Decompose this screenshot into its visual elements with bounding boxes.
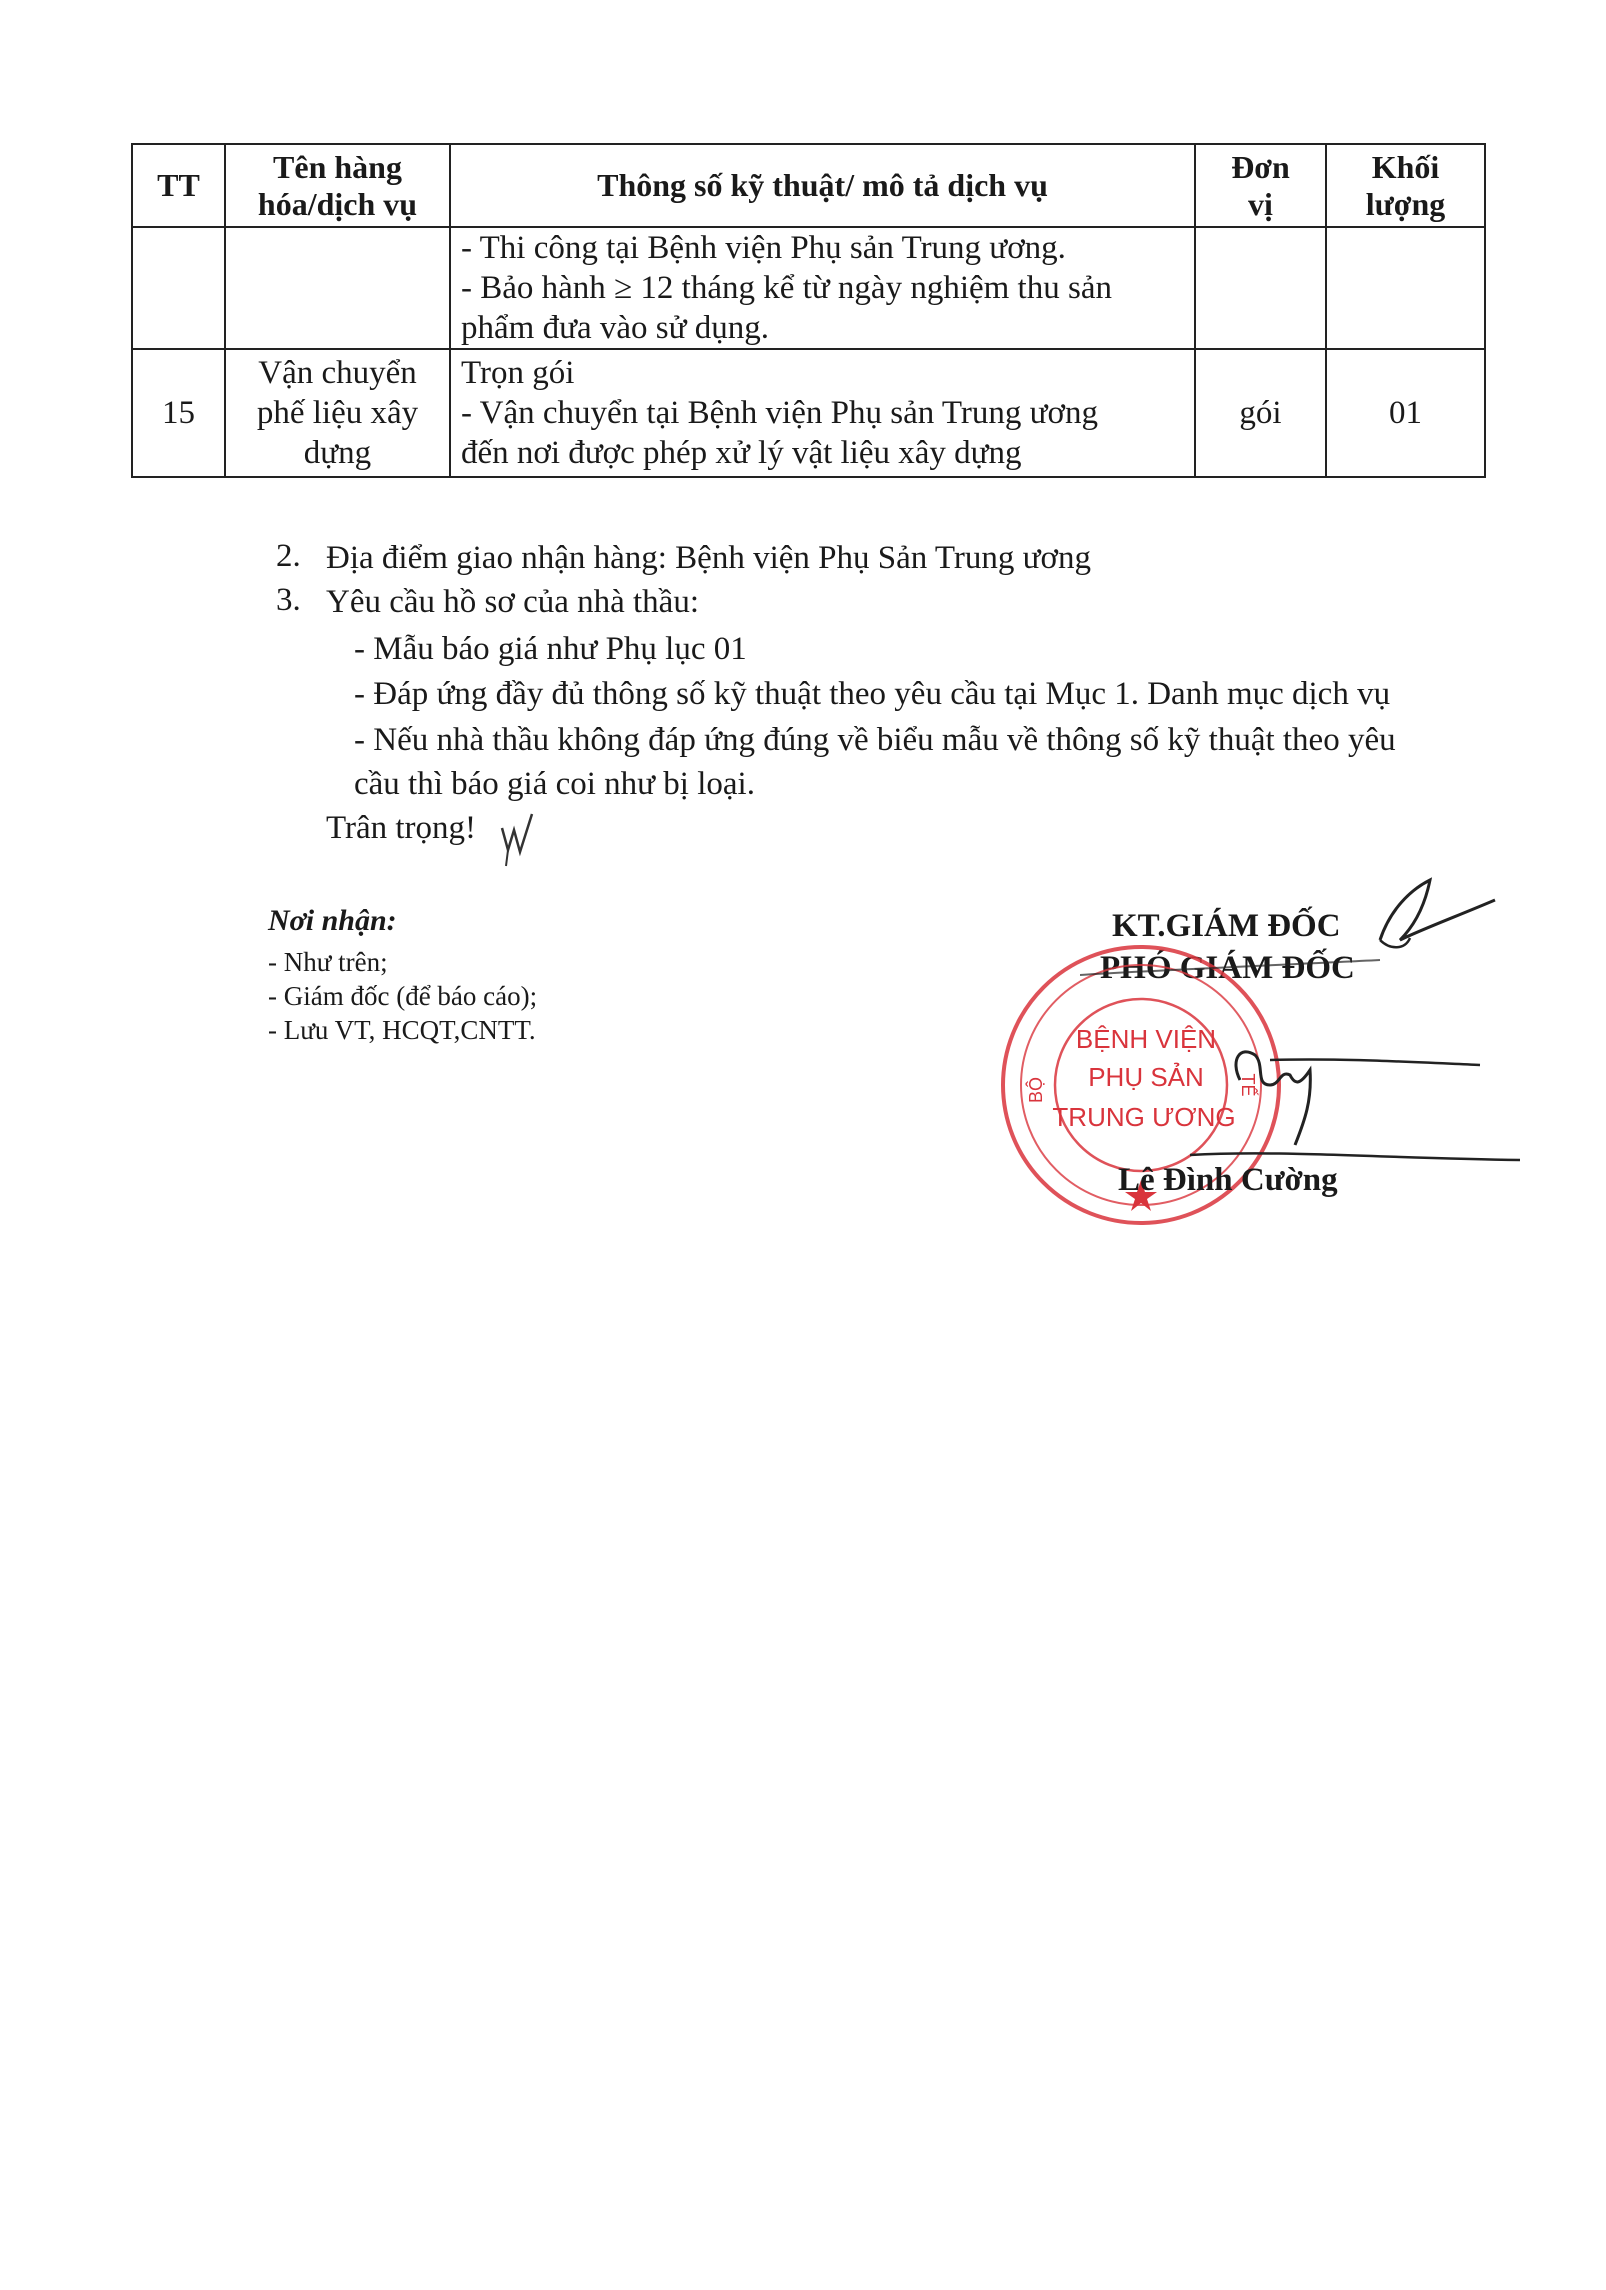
cell-description: - Thi công tại Bệnh viện Phụ sản Trung ương. - Bảo hành ≥ 12 tháng kể từ ngày nghiệm thu sản phẩm đưa vào sử dụng. [450,227,1195,349]
table-row [132,349,1485,477]
item-3-number: 3. [276,582,301,618]
svg-text:PHỤ SẢN: PHỤ SẢN [1088,1062,1204,1092]
signature-mark-icon [1080,870,1520,1190]
requirement-quote-form: - Mẫu báo giá như Phụ lục 01 [354,631,747,667]
recipient-item: - Lưu VT, HCQT,CNTT. [268,1015,536,1045]
cell-quantity [1326,227,1485,349]
cell-name [225,227,450,349]
requirement-technical-specs: - Đáp ứng đầy đủ thông số kỹ thuật theo yêu cầu tại Mục 1. Danh mục dịch vụ [354,676,1391,712]
cell-unit: gói [1195,349,1326,477]
header-quantity: Khối lượng [1326,144,1485,227]
header-tt: TT [132,144,225,227]
signature-title-vice-director: PHÓ GIÁM ĐỐC [1100,950,1355,986]
svg-text:BỆNH VIỆN: BỆNH VIỆN [1075,1024,1217,1054]
cell-description: Trọn gói - Vận chuyển tại Bệnh viện Phụ sản Trung ương đến nơi được phép xử lý vật liệu xây dựng [450,349,1195,477]
svg-text:TẾ: TẾ [1238,1073,1258,1097]
header-name: Tên hàng hóa/dịch vụ [225,144,450,227]
cell-tt: 15 [132,349,225,477]
delivery-location: Địa điểm giao nhận hàng: Bệnh viện Phụ Sản Trung ương [326,540,1091,576]
bid-requirements-heading: Yêu cầu hồ sơ của nhà thầu: [326,584,699,620]
recipient-item: - Như trên; [268,947,388,977]
svg-text:BỘ: BỘ [1026,1076,1046,1104]
initial-mark-icon [498,810,538,870]
cell-tt [132,227,225,349]
svg-text:TRUNG ƯƠNG: TRUNG ƯƠNG [1052,1102,1236,1132]
cell-name: Vận chuyển phế liệu xây dựng [225,349,450,477]
header-spec: Thông số kỹ thuật/ mô tả dịch vụ [450,144,1195,227]
cell-unit [1195,227,1326,349]
closing-regards: Trân trọng! [326,810,477,846]
service-spec-table [131,143,1486,478]
requirement-rejection-line2: cầu thì báo giá coi như bị loại. [354,766,755,802]
recipient-item: - Giám đốc (để báo cáo); [268,981,538,1011]
item-2-number: 2. [276,538,301,574]
table-row [132,227,1485,349]
cell-quantity: 01 [1326,349,1485,477]
signatory-name: Lê Đình Cường [1118,1162,1338,1198]
header-unit: Đơn vị [1195,144,1326,227]
table-header-row [132,144,1485,227]
requirement-rejection-line1: - Nếu nhà thầu không đáp ứng đúng về biểu mẫu về thông số kỹ thuật theo yêu [354,722,1396,758]
recipients-title: Nơi nhận: [268,904,397,937]
signature-title-deputy-for: KT.GIÁM ĐỐC [1112,908,1341,944]
